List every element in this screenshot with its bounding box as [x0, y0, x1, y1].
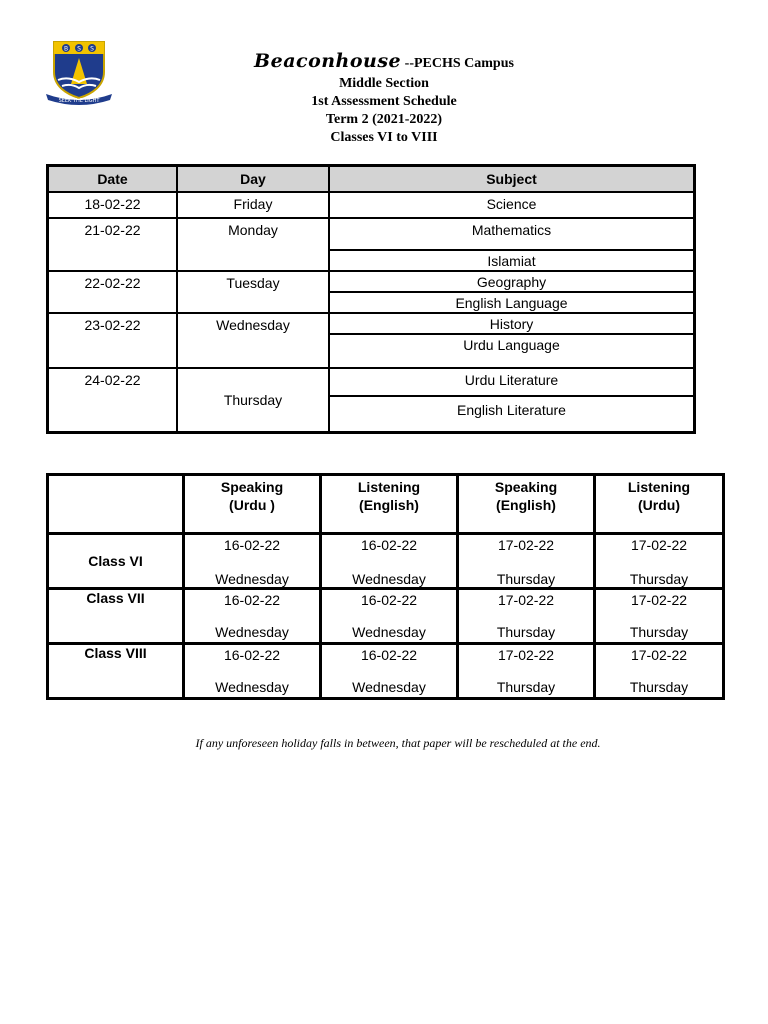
- table-row: [48, 368, 695, 396]
- schedule-cell: 17-02-22 Thursday: [595, 589, 724, 644]
- schedule-cell: 16-02-22 Wednesday: [184, 644, 321, 699]
- school-crest-logo: [44, 40, 114, 108]
- footnote: If any unforeseen holiday falls in between, that paper will be rescheduled at the end.: [195, 736, 601, 750]
- logo-letter-3: S: [90, 45, 94, 53]
- oral-assessment-table: [46, 473, 725, 700]
- date-cell: 22-02-22: [48, 271, 178, 313]
- date-cell: 24-02-22: [48, 368, 178, 432]
- logo-motto: SEEK THE LIGHT: [58, 98, 100, 104]
- subject-cell: English Literature: [329, 396, 695, 432]
- column-header-date: Date: [48, 166, 178, 193]
- school-name: Beaconhouse: [254, 50, 402, 72]
- column-header-speaking-english: Speaking (English): [458, 475, 595, 534]
- subject-cell: Mathematics: [329, 218, 695, 250]
- schedule-cell: 17-02-22 Thursday: [458, 534, 595, 589]
- day-cell: Tuesday: [177, 271, 329, 313]
- schedule-cell: 17-02-22 Thursday: [458, 589, 595, 644]
- column-header-listening-urdu: Listening (Urdu): [595, 475, 724, 534]
- schedule-cell: 16-02-22 Wednesday: [184, 589, 321, 644]
- subject-cell: Geography: [329, 271, 695, 292]
- subject-cell: Urdu Language: [329, 334, 695, 368]
- class-label: Class VI: [48, 534, 184, 589]
- subject-cell: English Language: [329, 292, 695, 313]
- document-header: [200, 50, 568, 147]
- schedule-cell: 17-02-22 Thursday: [458, 644, 595, 699]
- subject-cell: Urdu Literature: [329, 368, 695, 396]
- column-header-speaking-urdu: Speaking (Urdu ): [184, 475, 321, 534]
- schedule-cell: 17-02-22 Thursday: [595, 644, 724, 699]
- table-row: [48, 192, 695, 218]
- date-cell: 18-02-22: [48, 192, 178, 218]
- class-label: Class VIII: [48, 644, 184, 699]
- table-row: [48, 644, 724, 699]
- logo-letter-2: S: [77, 45, 81, 53]
- date-cell: 21-02-22: [48, 218, 178, 271]
- subject-cell: History: [329, 313, 695, 334]
- day-cell: Friday: [177, 192, 329, 218]
- table-header-row: [48, 475, 724, 534]
- column-header-subject: Subject: [329, 166, 695, 193]
- schedule-cell: 17-02-22 Thursday: [595, 534, 724, 589]
- table-header-row: [48, 166, 695, 193]
- table-row: [48, 589, 724, 644]
- table-row: [48, 271, 695, 292]
- column-header-day: Day: [177, 166, 329, 193]
- day-cell: Thursday: [177, 368, 329, 432]
- table-row: [48, 218, 695, 250]
- classes-label: Classes VI to VIII: [330, 130, 438, 145]
- assessment-schedule-table: [46, 164, 696, 434]
- schedule-cell: 16-02-22 Wednesday: [321, 589, 458, 644]
- day-cell: Monday: [177, 218, 329, 271]
- schedule-title: 1st Assessment Schedule: [311, 94, 457, 109]
- subject-cell: Science: [329, 192, 695, 218]
- day-cell: Wednesday: [177, 313, 329, 368]
- campus-name: --PECHS Campus: [401, 56, 514, 71]
- logo-letter-1: B: [63, 45, 69, 53]
- schedule-cell: 16-02-22 Wednesday: [184, 534, 321, 589]
- section-name: Middle Section: [339, 76, 429, 91]
- schedule-cell: 16-02-22 Wednesday: [321, 644, 458, 699]
- date-cell: 23-02-22: [48, 313, 178, 368]
- table-row: [48, 313, 695, 334]
- table-row: [48, 534, 724, 589]
- column-header-listening-english: Listening (English): [321, 475, 458, 534]
- subject-cell: Islamiat: [329, 250, 695, 271]
- class-label: Class VII: [48, 589, 184, 644]
- schedule-cell: 16-02-22 Wednesday: [321, 534, 458, 589]
- term-label: Term 2 (2021-2022): [325, 112, 443, 127]
- column-header-blank: [48, 475, 184, 534]
